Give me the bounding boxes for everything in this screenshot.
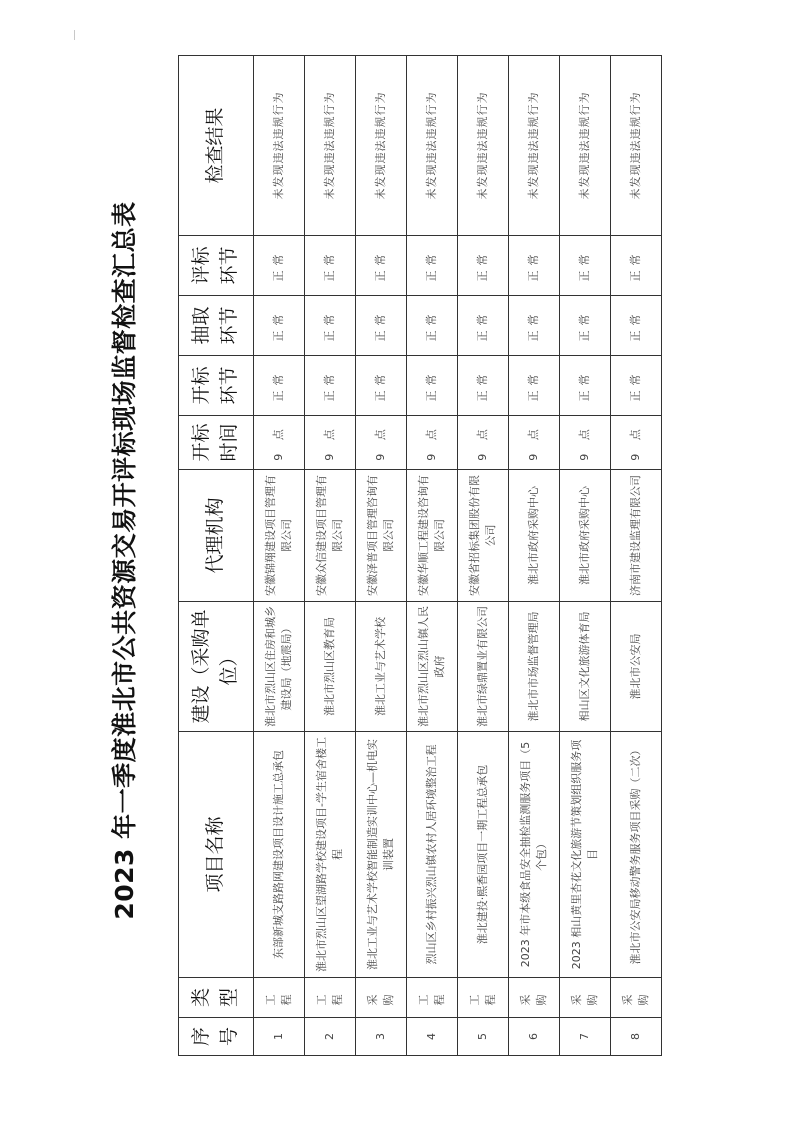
cell-result: 未发现违法违规行为 <box>407 56 458 236</box>
table-row <box>407 56 458 1056</box>
header-open-time: 开标时间 <box>179 416 254 470</box>
cell-open-time: 9 点 <box>560 416 611 470</box>
header-type: 类型 <box>179 978 254 1018</box>
cell-agency: 安徽众信建设项目管理有限公司 <box>305 470 356 602</box>
cell-seq: 7 <box>560 1018 611 1056</box>
cell-seq: 5 <box>458 1018 509 1056</box>
cell-eval-stage: 正常 <box>560 236 611 296</box>
cell-seq: 6 <box>509 1018 560 1056</box>
cell-eval-stage: 正常 <box>254 236 305 296</box>
cell-project: 2023 年市本级食品安全抽检监测服务项目（5 个包） <box>509 732 560 978</box>
header-open-stage: 开标环节 <box>179 356 254 416</box>
table-row <box>560 56 611 1056</box>
cell-draw-stage: 正常 <box>611 296 662 356</box>
cell-open-time: 9 点 <box>611 416 662 470</box>
table-row <box>458 56 509 1056</box>
cell-owner: 淮北市绿鼎置业有限公司 <box>458 602 509 732</box>
cell-project: 2023 相山黄里杏花文化旅游节策划组织服务项目 <box>560 732 611 978</box>
table-row <box>356 56 407 1056</box>
cell-project: 东部新城支路路网建设项目设计施工总承包 <box>254 732 305 978</box>
cell-agency: 济南市建设监理有限公司 <box>611 470 662 602</box>
cell-open-time: 9 点 <box>356 416 407 470</box>
header-owner: 建设（采购单位） <box>179 602 254 732</box>
cell-agency: 淮北市政府采购中心 <box>560 470 611 602</box>
cell-open-stage: 正常 <box>407 356 458 416</box>
cell-draw-stage: 正常 <box>509 296 560 356</box>
cell-result: 未发现违法违规行为 <box>611 56 662 236</box>
cell-eval-stage: 正常 <box>305 236 356 296</box>
cell-agency: 安徽锦翔建设项目管理有限公司 <box>254 470 305 602</box>
cell-draw-stage: 正常 <box>356 296 407 356</box>
cell-seq: 2 <box>305 1018 356 1056</box>
cell-draw-stage: 正常 <box>254 296 305 356</box>
cell-type: 采购 <box>611 978 662 1018</box>
cell-eval-stage: 正常 <box>458 236 509 296</box>
header-draw-stage: 抽取环节 <box>179 296 254 356</box>
cell-owner: 淮北市市场监督管理局 <box>509 602 560 732</box>
cell-type: 工程 <box>407 978 458 1018</box>
cell-draw-stage: 正常 <box>560 296 611 356</box>
cell-result: 未发现违法违规行为 <box>458 56 509 236</box>
cell-project: 淮北市烈山区望湖路学校建设项目-学生宿舍楼工程 <box>305 732 356 978</box>
header-project: 项目名称 <box>179 732 254 978</box>
inspection-summary-table <box>178 55 662 1056</box>
document-title: 2023 年一季度淮北市公共资源交易开评标现场监督检查汇总表 <box>110 201 139 920</box>
cell-owner: 淮北市公安局 <box>611 602 662 732</box>
cell-seq: 4 <box>407 1018 458 1056</box>
cell-result: 未发现违法违规行为 <box>305 56 356 236</box>
header-seq: 序号 <box>179 1018 254 1056</box>
cell-result: 未发现违法违规行为 <box>254 56 305 236</box>
cell-owner: 淮北市烈山区烈山镇人民政府 <box>407 602 458 732</box>
cell-open-time: 9 点 <box>254 416 305 470</box>
table-row <box>509 56 560 1056</box>
cell-open-stage: 正常 <box>509 356 560 416</box>
cell-seq: 8 <box>611 1018 662 1056</box>
cell-type: 工程 <box>458 978 509 1018</box>
cell-open-time: 9 点 <box>509 416 560 470</box>
cell-eval-stage: 正常 <box>356 236 407 296</box>
cell-eval-stage: 正常 <box>611 236 662 296</box>
cell-eval-stage: 正常 <box>509 236 560 296</box>
cell-draw-stage: 正常 <box>407 296 458 356</box>
cell-open-time: 9 点 <box>305 416 356 470</box>
cell-eval-stage: 正常 <box>407 236 458 296</box>
cell-result: 未发现违法违规行为 <box>560 56 611 236</box>
table-header-row <box>179 56 254 1056</box>
cell-open-time: 9 点 <box>458 416 509 470</box>
table-row <box>254 56 305 1056</box>
cell-result: 未发现违法违规行为 <box>356 56 407 236</box>
cell-seq: 3 <box>356 1018 407 1056</box>
cell-result: 未发现违法违规行为 <box>509 56 560 236</box>
cell-agency: 安徽省招标集团股份有限公司 <box>458 470 509 602</box>
cell-project: 淮北建投·熙香园项目一期工程总承包 <box>458 732 509 978</box>
cell-owner: 相山区文化旅游体育局 <box>560 602 611 732</box>
header-result: 检查结果 <box>179 56 254 236</box>
header-eval-stage: 评标环节 <box>179 236 254 296</box>
cell-type: 工程 <box>254 978 305 1018</box>
cell-owner: 淮北工业与艺术学校 <box>356 602 407 732</box>
table-row <box>305 56 356 1056</box>
cell-agency: 安徽华顺工程建设咨询有限公司 <box>407 470 458 602</box>
cell-open-stage: 正常 <box>458 356 509 416</box>
cell-open-stage: 正常 <box>560 356 611 416</box>
cell-project: 烈山区乡村振兴烈山镇农村人居环境整治工程 <box>407 732 458 978</box>
cell-draw-stage: 正常 <box>458 296 509 356</box>
cell-seq: 1 <box>254 1018 305 1056</box>
cell-open-stage: 正常 <box>305 356 356 416</box>
cell-open-time: 9 点 <box>407 416 458 470</box>
table-row <box>611 56 662 1056</box>
cell-open-stage: 正常 <box>611 356 662 416</box>
cell-project: 淮北市公安局移动警务服务项目采购（二次） <box>611 732 662 978</box>
cell-project: 淮北工业与艺术学校智能制造实训中心—机电实训装置 <box>356 732 407 978</box>
cell-agency: 安徽泽普项目管理咨询有限公司 <box>356 470 407 602</box>
cell-type: 采购 <box>509 978 560 1018</box>
header-agency: 代理机构 <box>179 470 254 602</box>
cell-open-stage: 正常 <box>254 356 305 416</box>
cell-type: 采购 <box>560 978 611 1018</box>
cell-agency: 淮北市政府采购中心 <box>509 470 560 602</box>
cell-type: 采购 <box>356 978 407 1018</box>
cell-type: 工程 <box>305 978 356 1018</box>
cell-open-stage: 正常 <box>356 356 407 416</box>
cell-owner: 淮北市烈山区教育局 <box>305 602 356 732</box>
cell-owner: 淮北市烈山区住房和城乡建设局（地震局） <box>254 602 305 732</box>
cell-draw-stage: 正常 <box>305 296 356 356</box>
